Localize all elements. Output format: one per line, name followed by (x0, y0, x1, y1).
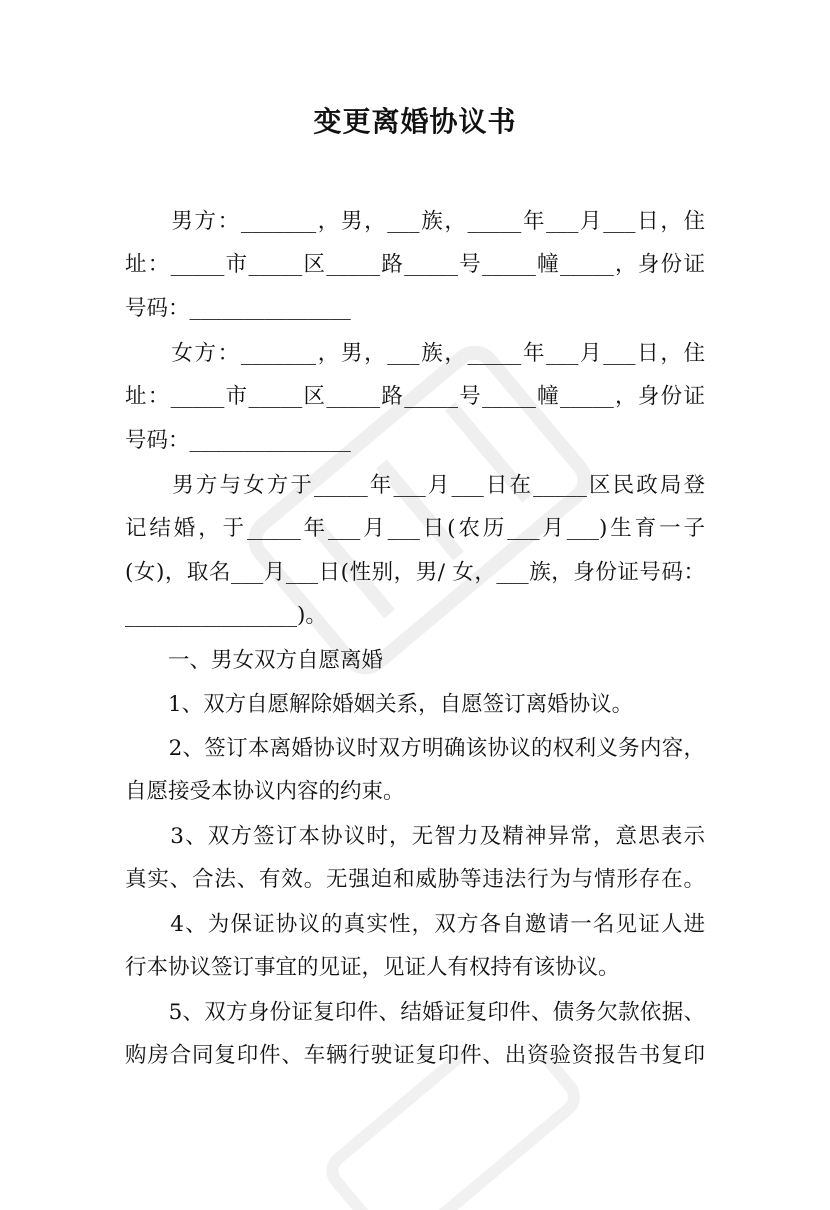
text-line: 号码：_______________ (125, 428, 351, 453)
text-line: 1、双方自愿解除婚姻关系，自愿签订离婚协议。 (125, 692, 634, 717)
section-heading: 一、男女双方自愿离婚 (125, 648, 384, 673)
text-line: 行本协议签订事宜的见证，见证人有权持有该协议。 (125, 955, 620, 980)
text-line: 自愿接受本协议内容的约束。 (125, 779, 405, 804)
text-line: 号码：_______________ (125, 296, 351, 321)
text-line: 男方：_______，男，___族，_____年___月___日，住 (125, 209, 705, 234)
text-line: 购房合同复印件、车辆行驶证复印件、出资验资报告书复印 (125, 1043, 705, 1068)
text-line: 2、签订本离婚协议时双方明确该协议的权利义务内容， (125, 736, 705, 761)
text-line: ________________)。 (125, 603, 327, 628)
text-line: (女)，取名___月___日(性别，男/ 女，___族，身份证号码： (125, 560, 705, 585)
text-line: 真实、合法、有效。无强迫和威胁等违法行为与情形存在。 (125, 867, 705, 892)
text-line: 女方：_______，男，___族，_____年___月___日，住 (125, 341, 705, 366)
text-line: 址：_____市_____区_____路_____号_____幢_____，身份证 (125, 252, 705, 277)
text-line: 记结婚，于_____年___月___日(农历___月___)生育一子 (125, 516, 705, 541)
text-line: 男方与女方于_____年___月___日在_____区民政局登 (125, 473, 705, 498)
watermark-logo-bottom (300, 1050, 600, 1210)
text-line: 址：_____市_____区_____路_____号_____幢_____，身份证 (125, 384, 705, 409)
text-line: 4、为保证协议的真实性，双方各自邀请一名见证人进 (125, 912, 705, 937)
text-line: 5、双方身份证复印件、结婚证复印件、债务欠款依据、 (125, 1000, 705, 1025)
text-line: 3、双方签订本协议时，无智力及精神异常，意思表示 (125, 824, 705, 849)
document-title: 变更离婚协议书 (313, 105, 517, 138)
